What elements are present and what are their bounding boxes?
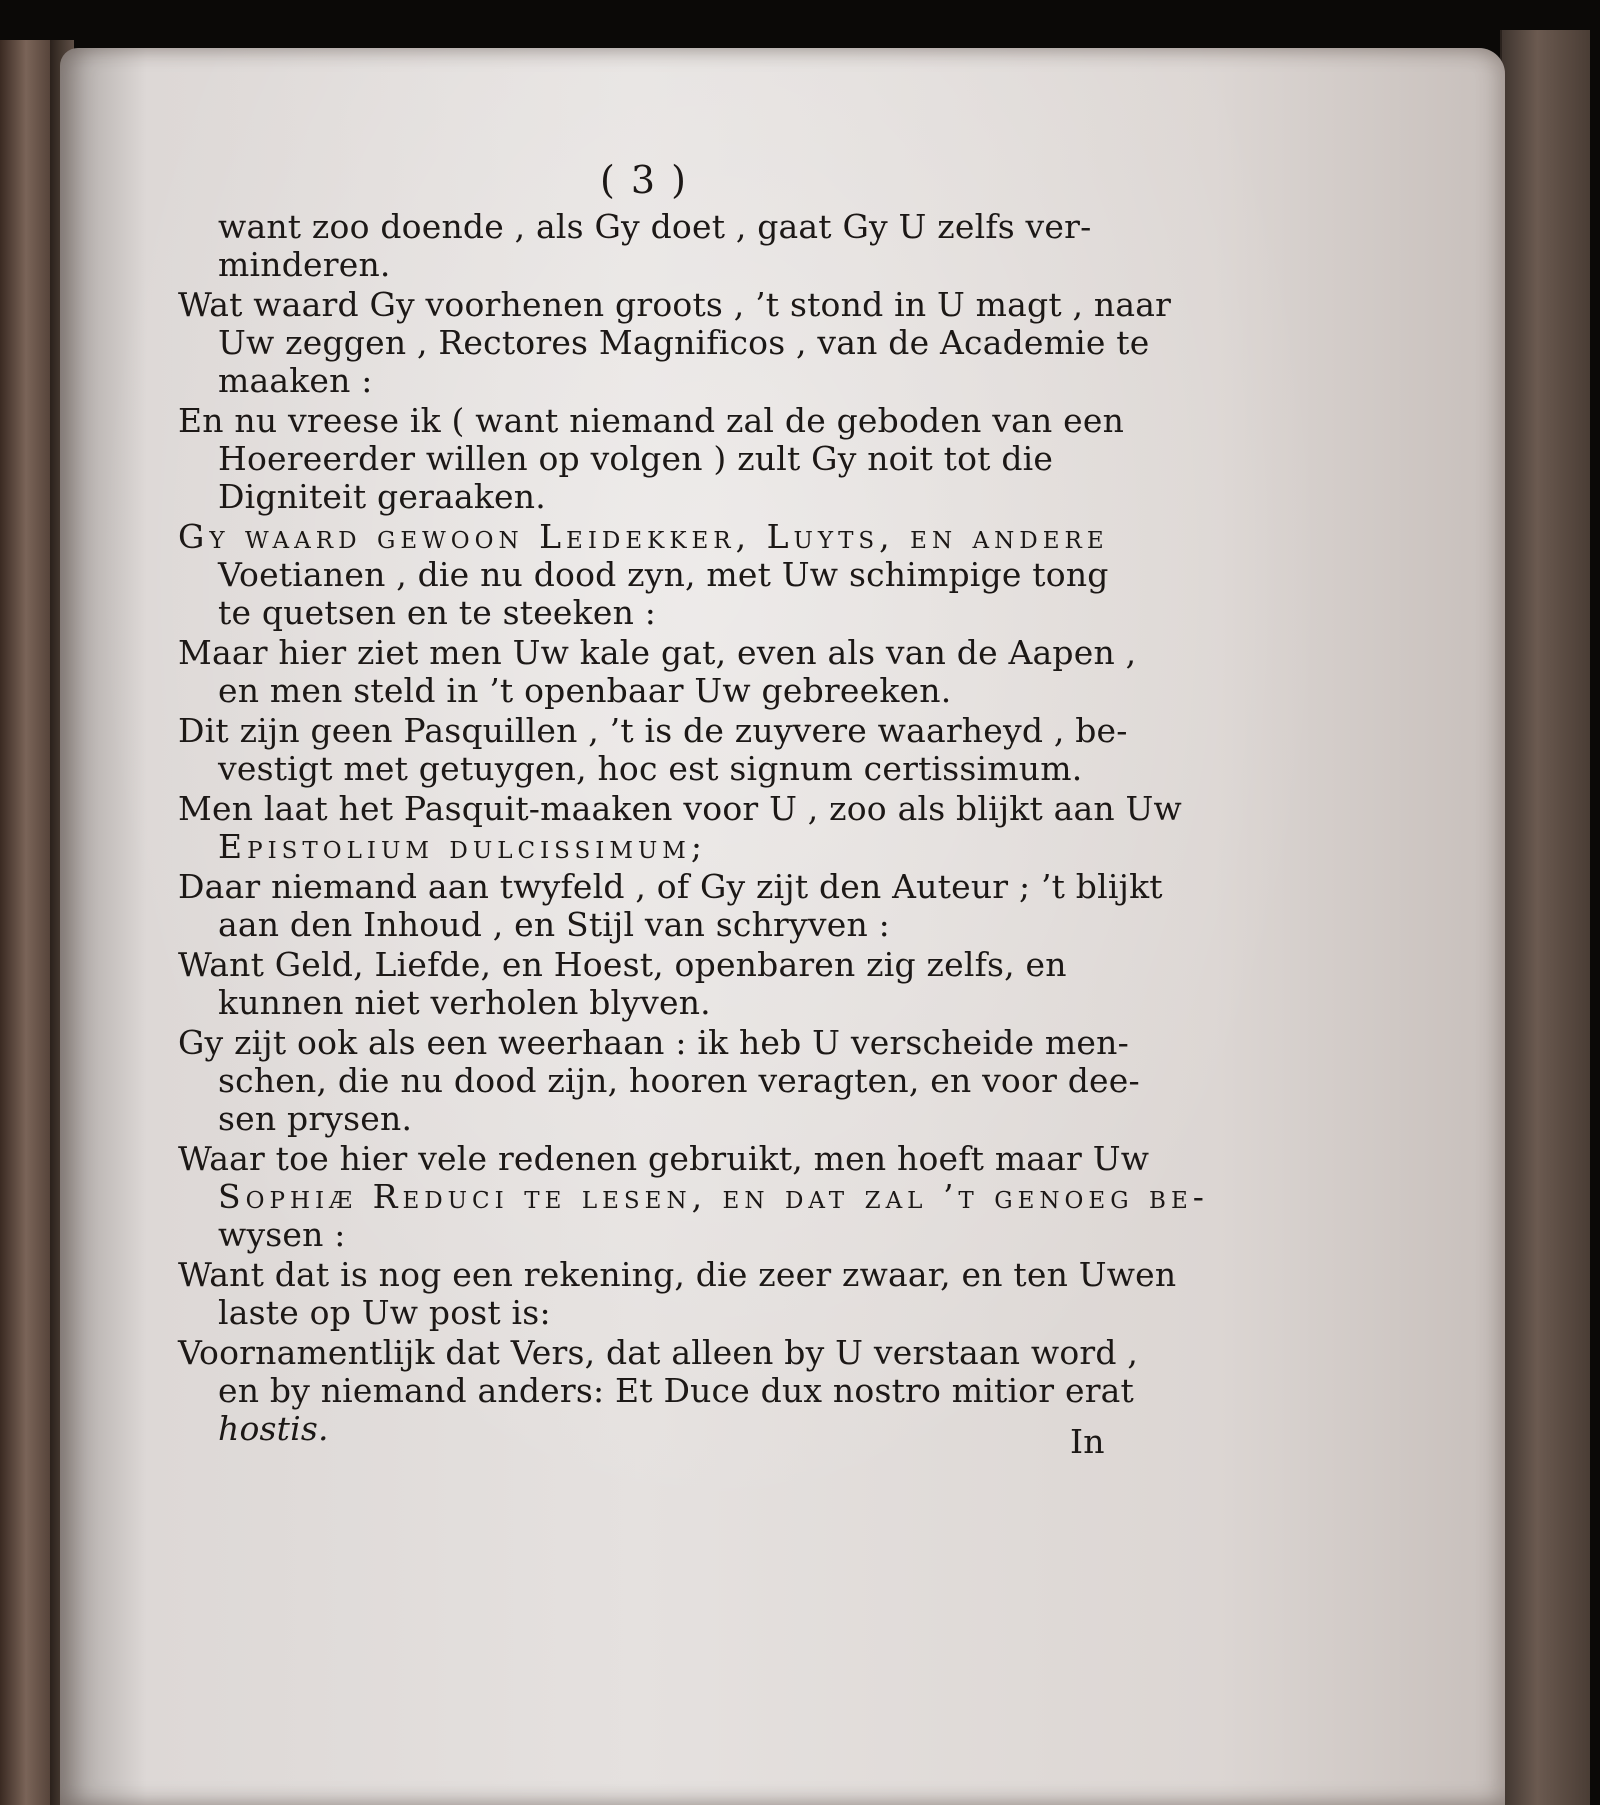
- text-line: Voornamentlijk dat Vers, dat alleen by U verstaan word ,: [178, 1333, 1139, 1372]
- text-line: Men laat het Pasquit-maaken voor U , zoo als blijkt aan Uw: [178, 789, 1182, 828]
- text-line: vestigt met getuygen, hoc est signum certissimum.: [218, 749, 1083, 788]
- page-text: [60, 48, 1505, 1805]
- text-line: Gy waard gewoon Leidekker, Luyts, en andere: [178, 517, 1109, 556]
- text-line: maaken :: [218, 361, 373, 400]
- text-line: Waar toe hier vele redenen gebruikt, men hoeft maar Uw: [178, 1139, 1150, 1178]
- text-line: Maar hier ziet men Uw kale gat, even als van de Aapen ,: [178, 633, 1137, 672]
- text-line: kunnen niet verholen blyven.: [218, 983, 711, 1022]
- page-number: ( 3 ): [600, 158, 688, 202]
- text-line: wysen :: [218, 1215, 346, 1254]
- text-line: want zoo doende , als Gy doet , gaat Gy U zelfs ver-: [218, 207, 1092, 246]
- text-line: Hoereerder willen op volgen ) zult Gy noit tot die: [218, 439, 1054, 478]
- text-line: Digniteit geraaken.: [218, 477, 546, 516]
- book-cover-edge: [1500, 30, 1590, 1805]
- text-line: Epistolium dulcissimum;: [218, 827, 707, 866]
- text-line: Want dat is nog een rekening, die zeer zwaar, en ten Uwen: [178, 1255, 1177, 1294]
- text-line: en by niemand anders: Et Duce dux nostro mitior erat: [218, 1371, 1135, 1410]
- text-line: sen prysen.: [218, 1099, 413, 1138]
- text-line: Daar niemand aan twyfeld , of Gy zijt den Auteur ; ’t blijkt: [178, 867, 1163, 906]
- text-line: minderen.: [218, 245, 391, 284]
- text-line: te quetsen en te steeken :: [218, 593, 657, 632]
- text-line: Voetianen , die nu dood zyn, met Uw schimpige tong: [218, 555, 1109, 594]
- text-line: Wat waard Gy voorhenen groots , ’t stond in U magt , naar: [178, 285, 1172, 324]
- text-line: En nu vreese ik ( want niemand zal de geboden van een: [178, 401, 1125, 440]
- text-line: hostis.: [218, 1409, 329, 1448]
- text-line: Want Geld, Liefde, en Hoest, openbaren zig zelfs, en: [178, 945, 1067, 984]
- text-line: en men steld in ’t openbaar Uw gebreeken.: [218, 671, 952, 710]
- catchword: In: [1070, 1422, 1105, 1461]
- text-line: schen, die nu dood zijn, hooren veragten, en voor dee-: [218, 1061, 1140, 1100]
- text-line: Uw zeggen , Rectores Magnificos , van de Academie te: [218, 323, 1150, 362]
- text-line: laste op Uw post is:: [218, 1293, 551, 1332]
- text-line: aan den Inhoud , en Stijl van schryven :: [218, 905, 890, 944]
- text-line: Dit zijn geen Pasquillen , ’t is de zuyvere waarheyd , be-: [178, 711, 1128, 750]
- text-line: Sophiæ Reduci te lesen, en dat zal ’t genoeg be-: [218, 1177, 1209, 1216]
- printed-page: [60, 48, 1505, 1805]
- text-line: Gy zijt ook als een weerhaan : ik heb U verscheide men-: [178, 1023, 1129, 1062]
